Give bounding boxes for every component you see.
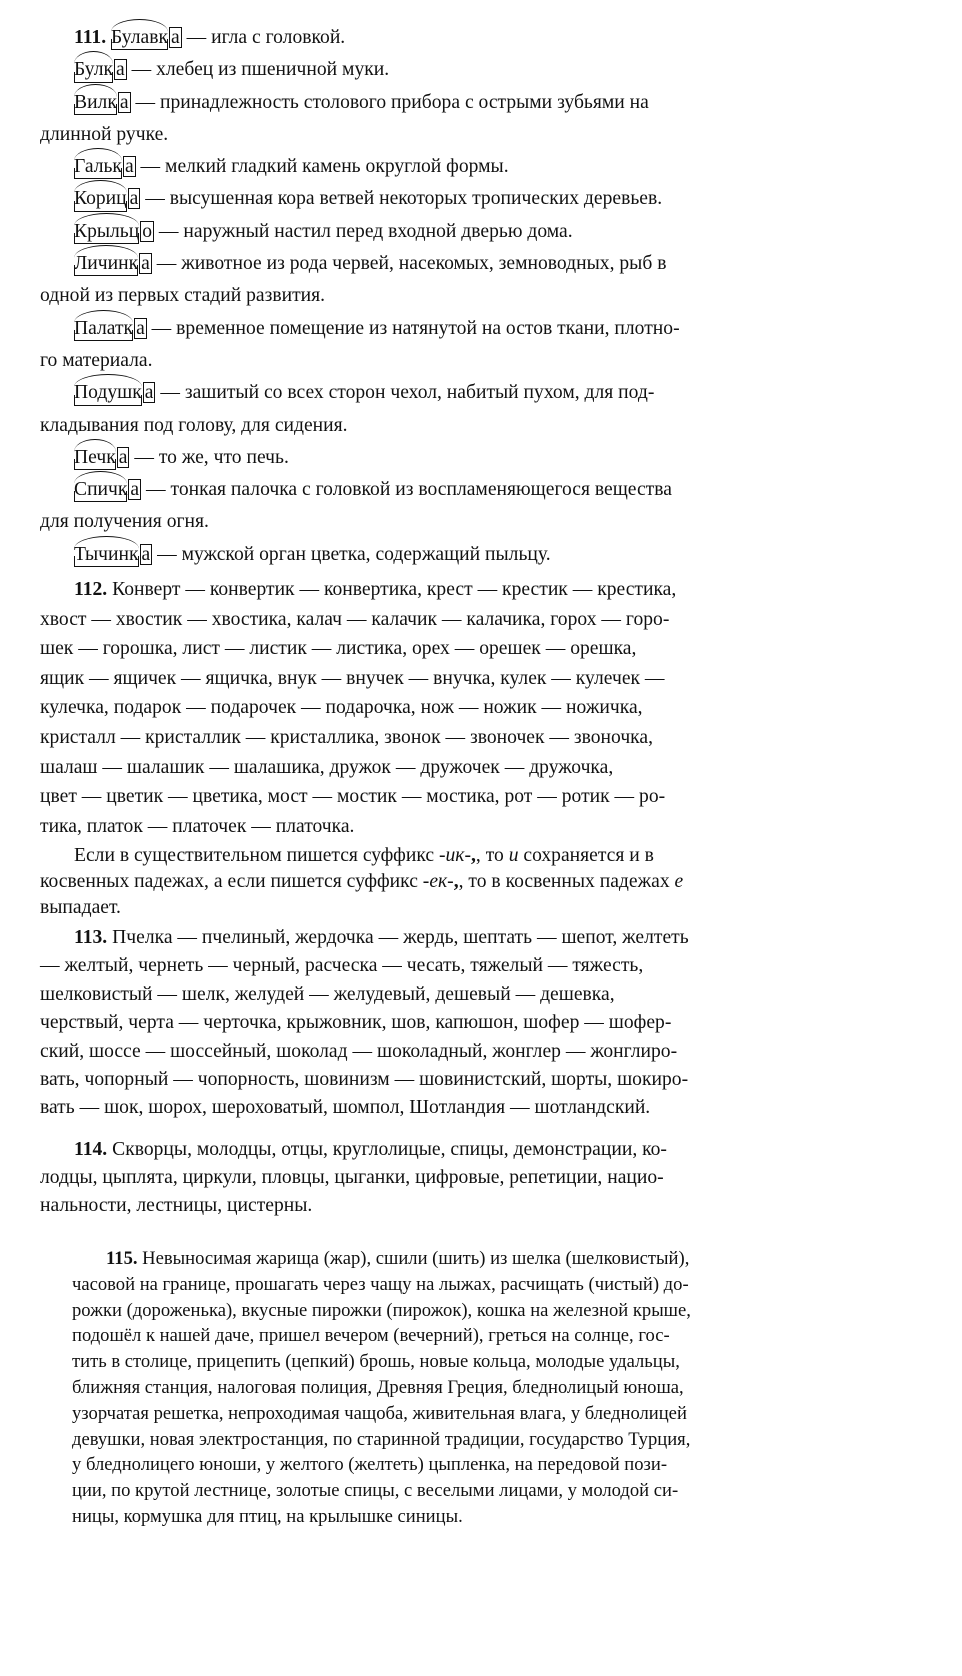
exercise-111-entry: [40, 54, 840, 86]
exercise-number: 113.: [74, 927, 108, 948]
exercise-112-line-text: Конверт — конвертик — конвертика, крест — крестик — крестика,: [112, 579, 677, 600]
exercise-111-entry: [40, 474, 840, 506]
rule-text: , то в косвенных падежах: [458, 871, 675, 893]
rule-letter: е: [674, 871, 684, 893]
word-stem: Крыльц: [74, 216, 139, 248]
word-definition: — хлебец из пшеничной муки.: [126, 59, 390, 81]
exercise-112-line: кулечка, подарок — подарочек — подарочка, нож — ножик — ножичка,: [40, 697, 643, 719]
exercise-112-line: шек — горошка, лист — листик — листика, орех — орешек — орешка,: [40, 638, 637, 660]
exercise-112-line: тика, платок — платочек — платочка.: [40, 815, 355, 837]
exercise-114-line-text: Скворцы, молодцы, отцы, круглолицые, спицы, демонстрации, ко-: [112, 1139, 667, 1160]
exercise-113-line: черствый, черта — черточка, крыжовник, шов, капюшон, шофер — шофер-: [40, 1012, 672, 1034]
exercise-113-line-text: Пчелка — пчелиный, жердочка — жердь, шептать — шепот, желтеть: [112, 927, 689, 948]
word-definition: — принадлежность столового прибора с острыми зубьями на: [130, 91, 649, 113]
rule-text: , то: [475, 845, 509, 867]
exercise-111-entry: [40, 22, 840, 54]
word-definition-continued: длинной ручке.: [40, 123, 169, 145]
exercise-111-entry: [40, 539, 840, 571]
exercise-number: 115.: [106, 1248, 138, 1269]
exercise-115: [72, 1246, 872, 1530]
exercise-111-entry: [40, 87, 840, 119]
word-definition-continued: одной из первых стадий развития.: [40, 285, 326, 307]
word-stem: Тычинк: [74, 539, 139, 571]
word-definition: — тонкая палочка с головкой из воспламеняющегося вещества: [141, 479, 672, 501]
exercise-111-entry: [40, 377, 840, 409]
word-definition: — игла с головкой.: [181, 27, 346, 48]
exercise-112-line: шалаш — шалашик — шалашика, дружок — дружочек — дружочка,: [40, 756, 614, 778]
word-definition: — мужской орган цветка, содержащий пыльцу.: [152, 543, 551, 565]
word-ending: а: [118, 446, 128, 468]
exercise-115-line: ближняя станция, налоговая полиция, Древняя Греция, бледнолицый юноша,: [72, 1376, 684, 1398]
exercise-112-line: ящик — ящичек — ящичка, внук — внучек — внучка, кулек — кулечек —: [40, 667, 665, 689]
word-stem: Кориц: [74, 183, 127, 215]
exercise-113-line: — желтый, чернеть — черный, расческа — чесать, тяжелый — тяжесть,: [40, 955, 644, 977]
exercise-115-line: подошёл к нашей даче, пришел вечером (вечерний), греться на солнце, гос-: [72, 1325, 670, 1347]
exercise-115-line: ции, по крутой лестнице, золотые спицы, с веселыми лицами, у молодой си-: [72, 1480, 679, 1502]
word-stem: Спичк: [74, 474, 127, 506]
exercise-112-line: цвет — цветик — цветика, мост — мостик — мостика, рот — ротик — ро-: [40, 786, 666, 808]
exercise-115-line: ницы, кормушка для птиц, на крылышке синицы.: [72, 1505, 463, 1527]
word-stem: Вилк: [74, 87, 117, 119]
word-ending: а: [124, 156, 134, 178]
exercise-113-line: ский, шоссе — шоссейный, шоколад — шоколадный, жонглер — жонглиро-: [40, 1040, 678, 1062]
rule-text: косвенных падежах, а если пишется суффикс: [40, 871, 423, 893]
exercise-112-line: [40, 575, 840, 605]
word-definition: — зашитый со всех сторон чехол, набитый пухом, для под-: [155, 382, 655, 404]
exercise-111-entry: [40, 313, 840, 345]
word-definition-continued: для получения огня.: [40, 511, 209, 533]
exercise-112-rule: Если в существительном пишется суффикс -ик-,, то и сохраняется и в: [74, 845, 654, 867]
word-stem: Палатк: [74, 313, 133, 345]
exercise-115-line: девушки, новая электростанция, по старинной традиции, государство Турция,: [72, 1428, 691, 1450]
exercise-114-line: лодцы, цыплята, циркули, пловцы, цыганки, цифровые, репетиции, нацио-: [40, 1167, 664, 1188]
exercise-113-line: вать — шок, шорох, шероховатый, шомпол, Шотландия — шотландский.: [40, 1097, 651, 1119]
exercise-114: [40, 1136, 840, 1220]
exercise-111-entry: [40, 151, 840, 183]
exercise-111-entry: [40, 216, 840, 248]
word-ending: а: [116, 59, 125, 81]
exercise-112-rule: выпадает.: [40, 897, 121, 919]
exercise-112-rule: косвенных падежах, а если пишется суффикс -ек-,, то в косвенных падежах е: [40, 871, 684, 893]
word-stem: Печк: [74, 442, 116, 474]
exercise-113-line: вать, чопорный — чопорность, шовинизм — шовинистский, шорты, шокиро-: [40, 1069, 689, 1091]
word-definition-continued: кладывания под голову, для сидения.: [40, 414, 348, 436]
exercise-number: 114.: [74, 1139, 108, 1160]
word-definition: — наружный настил перед входной дверью дома.: [154, 220, 573, 242]
word-ending: а: [119, 91, 129, 113]
exercise-115-line-text: Невыносимая жарища (жар), сшили (шить) из шелка (шелковистый),: [142, 1248, 690, 1269]
word-stem: Булавк: [111, 22, 168, 54]
exercise-115-line: [72, 1246, 872, 1272]
rule-letter: и: [508, 845, 519, 867]
word-ending: а: [129, 188, 139, 210]
exercise-112: [40, 575, 840, 921]
word-stem: Личинк: [74, 248, 138, 280]
exercise-113: [40, 924, 840, 1123]
exercise-114-line: нальности, лестницы, цистерны.: [40, 1195, 313, 1216]
exercise-111-entry: [40, 248, 840, 280]
word-ending: а: [130, 479, 140, 501]
word-definition: — мелкий гладкий камень округлой формы.: [135, 156, 509, 178]
word-stem: Гальк: [74, 151, 122, 183]
rule-text: сохраняется и в: [518, 845, 654, 867]
exercise-115-line: тить в столице, прицепить (цепкий) брошь, новые кольца, молодые удальцы,: [72, 1351, 680, 1373]
rule-suffix: -ек-: [422, 871, 454, 893]
rule-text: Если в существительном пишется суффикс: [74, 845, 439, 867]
exercise-113-line: шелковистый — шелк, желудей — желудевый, дешевый — дешевка,: [40, 983, 615, 1005]
word-ending: а: [141, 253, 150, 275]
word-ending: а: [136, 317, 145, 339]
word-definition-continued: го материала.: [40, 349, 153, 371]
exercise-number: 111.: [74, 27, 107, 48]
word-ending: а: [144, 382, 154, 404]
word-definition: — животное из рода червей, насекомых, земноводных, рыб в: [151, 253, 667, 275]
exercise-114-line: [40, 1136, 840, 1164]
exercise-115-line: рожки (дороженька), вкусные пирожки (пирожок), кошка на железной крыше,: [72, 1299, 691, 1321]
word-ending: а: [141, 543, 151, 565]
exercise-113-line: [40, 924, 840, 952]
exercise-115-line: узорчатая решетка, непроходимая чащоба, живительная влага, у бледнолицей: [72, 1402, 687, 1424]
word-ending: а: [171, 27, 180, 48]
word-definition: — то же, что печь.: [129, 446, 289, 468]
exercise-115-line: часовой на границе, прошагать через чащу на лыжах, расчищать (чистый) до-: [72, 1273, 689, 1295]
exercise-115-line: у бледнолицего юноши, у желтого (желтеть) цыпленка, на передовой пози-: [72, 1454, 668, 1476]
word-ending: о: [142, 220, 153, 242]
word-stem: Подушк: [74, 377, 142, 409]
exercise-112-line: хвост — хвостик — хвостика, калач — калачик — калачика, горох — горо-: [40, 608, 670, 630]
rule-suffix: -ик-: [438, 845, 471, 867]
word-definition: — высушенная кора ветвей некоторых тропических деревьев.: [140, 188, 663, 210]
word-stem: Булк: [74, 54, 113, 86]
exercise-number: 112.: [74, 579, 108, 600]
word-definition: — временное помещение из натянутой на остов ткани, плотно-: [146, 317, 680, 339]
exercise-111: [40, 22, 840, 571]
exercise-111-entry: [40, 442, 840, 474]
exercise-112-line: кристалл — кристаллик — кристаллика, звонок — звоночек — звоночка,: [40, 726, 654, 748]
exercise-111-entry: [40, 183, 840, 215]
